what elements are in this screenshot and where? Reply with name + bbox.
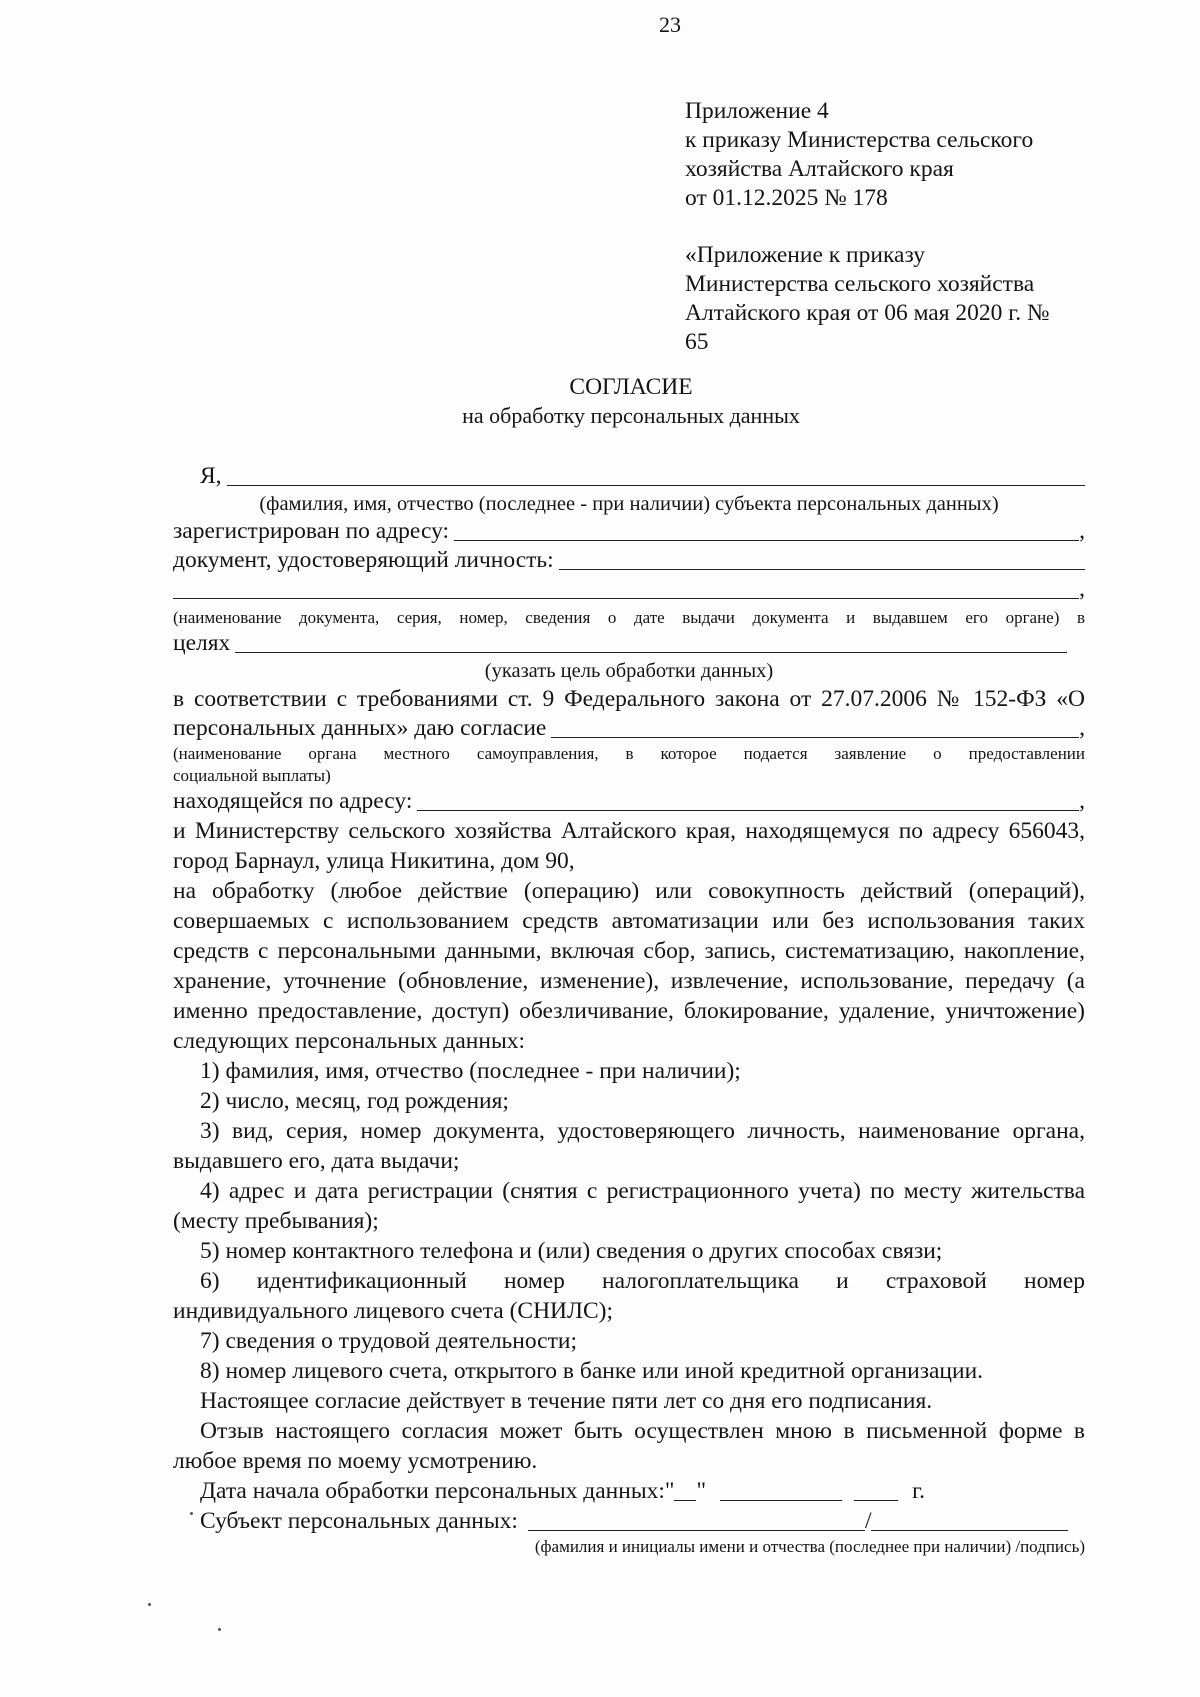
signature-caption: (фамилия и инициалы имени и отчества (последнее при наличии) /подпись) (534, 1537, 1085, 1556)
id-doc-line (173, 546, 1085, 575)
revocation-text-cont: любое время по моему усмотрению. (173, 1448, 538, 1474)
list-item-6-word: номер (1024, 1268, 1085, 1294)
fio-caption: (фамилия, имя, отчество (последнее - при наличии) субъекта персональных данных) (259, 493, 999, 515)
appendix-quoted-line: «Приложение к приказу (685, 242, 925, 268)
validity-text: Настоящее согласие действует в течение пяти лет со дня его подписания. (200, 1388, 933, 1414)
page-number: 23 (659, 12, 681, 37)
consent-label: персональных данных» даю согласие (173, 715, 547, 741)
processing-line: хранение, уточнение (обновление, изменение), извлечение, использование, передачу (а (173, 968, 1085, 994)
id-doc-field-continued[interactable] (173, 578, 1079, 599)
appendix-block (685, 97, 1085, 357)
appendix-line: хозяйства Алтайского края (685, 156, 954, 182)
signature-slash: / (864, 1508, 872, 1534)
registered-label: зарегистрирован по адресу: (173, 518, 450, 544)
signature-label: Субъект персональных данных: (200, 1508, 518, 1534)
signature-field[interactable] (871, 1510, 1068, 1531)
subject-name-field[interactable] (528, 1510, 865, 1531)
org-address-field[interactable] (417, 790, 1079, 811)
document-subtitle: на обработку персональных данных (462, 403, 800, 428)
list-item-6-word: и (836, 1268, 849, 1294)
registered-address-field[interactable] (454, 520, 1079, 541)
document-title: СОГЛАСИЕ (569, 374, 693, 400)
form-body (173, 462, 1085, 1558)
list-item-3: 3) вид, серия, номер документа, удостоверяющего личность, наименование органа, (200, 1118, 1085, 1144)
list-item-5: 5) номер контактного телефона и (или) сведения о других способах связи; (200, 1238, 943, 1264)
ministry-line-1: и Министерству сельского хозяйства Алтайского края, находящемуся по адресу 656043, (173, 818, 1085, 844)
list-item-6-word: номер (503, 1268, 565, 1294)
appendix-line: к приказу Министерства сельского (685, 127, 1034, 153)
processing-line: на обработку (любое действие (операцию) или совокупность действий (операций), (173, 878, 1085, 904)
list-item-6-cont: индивидуального лицевого счета (СНИЛС); (173, 1298, 613, 1324)
purpose-caption: (указать цель обработки данных) (484, 660, 774, 682)
comma: , (1079, 788, 1085, 814)
comma: , (1079, 715, 1085, 741)
day-field[interactable] (674, 1480, 696, 1501)
signature-line (173, 1506, 1085, 1536)
appendix-line: от 01.12.2025 № 178 (685, 185, 888, 211)
org-caption-2: социальной выплаты) (173, 766, 331, 785)
date-quote-close: " (696, 1478, 707, 1504)
doc-caption: (наименование документа, серия, номер, сведения о дате выдачи документа и выдавшем его органе) в (173, 608, 1085, 627)
appendix-gap (685, 213, 1085, 241)
month-field[interactable] (720, 1480, 842, 1501)
date-label: Дата начала обработки персональных данных:" (200, 1478, 675, 1504)
fio-line (173, 462, 1085, 491)
list-item-1: 1) фамилия, имя, отчество (последнее - при наличии); (200, 1058, 741, 1084)
purpose-line (173, 629, 1085, 658)
processing-line: следующих персональных данных: (173, 1028, 526, 1054)
list-item-6-word: налогоплательщика (602, 1268, 799, 1294)
date-line (173, 1476, 1085, 1506)
processing-line: средств с персональными данными, включая сбор, запись, систематизацию, накопление, (173, 938, 1085, 964)
address-line (173, 517, 1085, 546)
list-item-4: 4) адрес и дата регистрации (снятия с регистрационного учета) по месту жительства (200, 1178, 1085, 1204)
list-item-8: 8) номер лицевого счета, открытого в банке или иной кредитной организации. (200, 1358, 984, 1384)
located-label: находящейся по адресу: (173, 788, 413, 814)
processing-line: именно предоставление, доступ) обезличивание, блокирование, удаление, уничтожение) (173, 998, 1085, 1024)
revocation-text: Отзыв настоящего согласия может быть осуществлен мною в письменной форме в (200, 1418, 1085, 1444)
located-line (173, 787, 1085, 816)
year-suffix: г. (912, 1478, 925, 1504)
list-item-6-word: идентификационный (256, 1268, 467, 1294)
year-field[interactable] (854, 1480, 898, 1501)
fio-field[interactable] (227, 465, 1085, 486)
id-doc-label: документ, удостоверяющий личность: (173, 547, 554, 573)
list-item-6 (173, 1266, 1085, 1296)
scan-speck (148, 1603, 151, 1606)
scan-speck (218, 1628, 221, 1631)
list-item-4-cont: (месту пребывания); (173, 1208, 379, 1234)
scan-speck (190, 1512, 193, 1515)
purpose-label: целях (173, 630, 231, 656)
processing-line: совершаемых с использованием средств автоматизации или без использования таких (173, 908, 1085, 934)
appendix-quoted-line: 65 (685, 329, 709, 355)
law-text: в соответствии с требованиями ст. 9 Федерального закона от 27.07.2006 № 152-ФЗ «О (173, 686, 1085, 712)
organization-field[interactable] (551, 717, 1079, 738)
id-doc-line-2 (173, 575, 1085, 604)
ya-label: Я, (200, 463, 222, 489)
comma: , (1079, 576, 1085, 602)
appendix-quoted-line: Алтайского края от 06 мая 2020 г. № (685, 300, 1050, 326)
title-block (175, 372, 1087, 430)
list-item-6-word: страховой (885, 1268, 987, 1294)
comma: , (1079, 518, 1085, 544)
list-item-6-word: 6) (200, 1268, 220, 1294)
ministry-line-2: город Барнаул, улица Никитина, дом 90, (173, 848, 575, 874)
purpose-field[interactable] (235, 632, 1067, 653)
consent-line (173, 714, 1085, 743)
appendix-quoted-line: Министерства сельского хозяйства (685, 271, 1035, 297)
list-item-2: 2) число, месяц, год рождения; (200, 1088, 509, 1114)
list-item-7: 7) сведения о трудовой деятельности; (200, 1328, 577, 1354)
list-item-3-cont: выдавшего его, дата выдачи; (173, 1148, 460, 1174)
appendix-line: Приложение 4 (685, 98, 829, 124)
org-caption-1: (наименование органа местного самоуправления, в которое подается заявление о предоставлении (173, 744, 1085, 763)
id-doc-field[interactable] (559, 549, 1085, 570)
